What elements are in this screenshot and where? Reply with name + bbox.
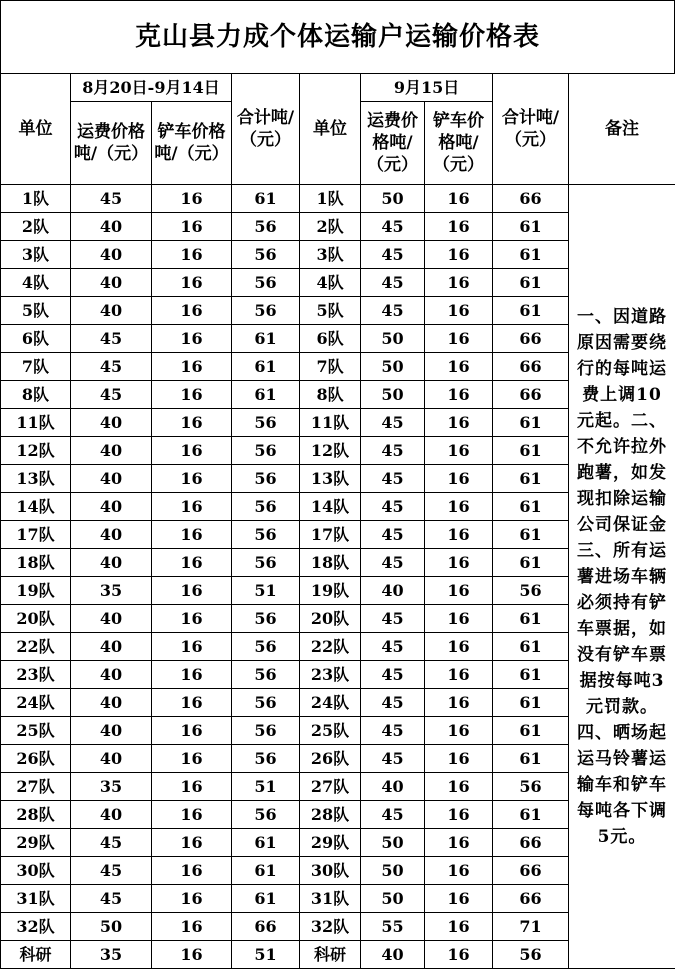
shovel-cell: 16 bbox=[152, 661, 232, 689]
total-cell: 66 bbox=[493, 325, 569, 353]
fee-cell: 45 bbox=[361, 465, 425, 493]
remarks-cell: 一、因道路原因需要绕行的每吨运费上调10元起。二、不允许拉外跑薯，如发现扣除运输公司保证金三、所有运薯进场车辆必须持有铲车票据，如没有铲车票据按每吨3元罚款。四、晒场起运马铃薯运输车和铲车每吨各下调5元。 bbox=[569, 185, 675, 969]
unit-cell: 31队 bbox=[1, 885, 71, 913]
fee-cell: 40 bbox=[71, 689, 152, 717]
fee-cell: 45 bbox=[71, 829, 152, 857]
total-cell: 66 bbox=[493, 885, 569, 913]
unit-cell: 26队 bbox=[1, 745, 71, 773]
total-cell: 61 bbox=[493, 661, 569, 689]
unit-cell: 17队 bbox=[1, 521, 71, 549]
shovel-cell: 16 bbox=[152, 493, 232, 521]
fee-cell: 45 bbox=[71, 325, 152, 353]
shovel-cell: 16 bbox=[152, 185, 232, 213]
unit-cell: 13队 bbox=[1, 465, 71, 493]
shovel-cell: 16 bbox=[152, 577, 232, 605]
shovel-cell: 16 bbox=[152, 269, 232, 297]
total-cell: 66 bbox=[493, 857, 569, 885]
unit-cell: 25队 bbox=[300, 717, 361, 745]
fee-cell: 45 bbox=[361, 213, 425, 241]
page-title: 克山县力成个体运输户运输价格表 bbox=[0, 0, 675, 73]
fee-cell: 50 bbox=[361, 829, 425, 857]
unit-cell: 24队 bbox=[300, 689, 361, 717]
unit-cell: 20队 bbox=[300, 605, 361, 633]
fee-cell: 50 bbox=[361, 885, 425, 913]
unit-cell: 32队 bbox=[1, 913, 71, 941]
price-table bbox=[0, 73, 675, 969]
unit-cell: 28队 bbox=[300, 801, 361, 829]
fee-cell: 40 bbox=[361, 577, 425, 605]
unit-cell: 27队 bbox=[1, 773, 71, 801]
total-cell: 56 bbox=[232, 493, 300, 521]
unit-cell: 5队 bbox=[1, 297, 71, 325]
total-cell: 56 bbox=[232, 549, 300, 577]
total-cell: 61 bbox=[493, 465, 569, 493]
fee-cell: 45 bbox=[361, 493, 425, 521]
shovel-cell: 16 bbox=[425, 605, 493, 633]
shovel-cell: 16 bbox=[425, 745, 493, 773]
unit-cell: 13队 bbox=[300, 465, 361, 493]
fee-cell: 40 bbox=[71, 745, 152, 773]
total-cell: 56 bbox=[232, 297, 300, 325]
shovel-cell: 16 bbox=[152, 717, 232, 745]
fee-cell: 40 bbox=[71, 437, 152, 465]
shovel-cell: 16 bbox=[425, 465, 493, 493]
shovel-cell: 16 bbox=[152, 325, 232, 353]
shovel-cell: 16 bbox=[152, 521, 232, 549]
total-cell: 51 bbox=[232, 773, 300, 801]
unit-cell: 29队 bbox=[1, 829, 71, 857]
fee-cell: 50 bbox=[361, 381, 425, 409]
total-cell: 61 bbox=[493, 493, 569, 521]
total-cell: 66 bbox=[493, 829, 569, 857]
shovel-cell: 16 bbox=[152, 857, 232, 885]
unit-cell: 30队 bbox=[1, 857, 71, 885]
fee2-header: 运费价格吨/（元） bbox=[361, 102, 425, 185]
shovel-cell: 16 bbox=[425, 661, 493, 689]
remarks-header: 备注 bbox=[569, 74, 675, 185]
shovel-cell: 16 bbox=[152, 913, 232, 941]
shovel-cell: 16 bbox=[152, 241, 232, 269]
unit-cell: 3队 bbox=[1, 241, 71, 269]
fee-cell: 40 bbox=[71, 493, 152, 521]
unit-cell: 19队 bbox=[300, 577, 361, 605]
shovel-cell: 16 bbox=[425, 241, 493, 269]
fee-cell: 35 bbox=[71, 577, 152, 605]
unit-cell: 31队 bbox=[300, 885, 361, 913]
total-cell: 56 bbox=[493, 941, 569, 969]
shovel-cell: 16 bbox=[152, 745, 232, 773]
total-cell: 61 bbox=[493, 297, 569, 325]
shovel-cell: 16 bbox=[425, 689, 493, 717]
unit-cell: 4队 bbox=[300, 269, 361, 297]
total-cell: 56 bbox=[232, 717, 300, 745]
fee-cell: 40 bbox=[71, 549, 152, 577]
fee-cell: 40 bbox=[71, 661, 152, 689]
total2-header: 合计吨/（元） bbox=[493, 74, 569, 185]
shovel-cell: 16 bbox=[425, 297, 493, 325]
total-cell: 56 bbox=[232, 689, 300, 717]
shovel-cell: 16 bbox=[152, 437, 232, 465]
unit-cell: 20队 bbox=[1, 605, 71, 633]
unit-cell: 22队 bbox=[1, 633, 71, 661]
shovel-cell: 16 bbox=[425, 521, 493, 549]
unit-cell: 30队 bbox=[300, 857, 361, 885]
shovel-cell: 16 bbox=[425, 829, 493, 857]
shovel-cell: 16 bbox=[425, 213, 493, 241]
shovel-cell: 16 bbox=[152, 773, 232, 801]
total-cell: 61 bbox=[232, 885, 300, 913]
total-cell: 61 bbox=[493, 633, 569, 661]
total-cell: 61 bbox=[232, 381, 300, 409]
fee-cell: 45 bbox=[361, 661, 425, 689]
total-cell: 61 bbox=[493, 605, 569, 633]
unit-cell: 8队 bbox=[1, 381, 71, 409]
unit-cell: 26队 bbox=[300, 745, 361, 773]
total-cell: 61 bbox=[232, 829, 300, 857]
unit-cell: 14队 bbox=[1, 493, 71, 521]
shovel-cell: 16 bbox=[152, 885, 232, 913]
total-cell: 61 bbox=[493, 689, 569, 717]
unit-cell: 28队 bbox=[1, 801, 71, 829]
unit-cell: 科研 bbox=[1, 941, 71, 969]
fee-cell: 35 bbox=[71, 941, 152, 969]
unit-cell: 7队 bbox=[1, 353, 71, 381]
total-cell: 56 bbox=[232, 633, 300, 661]
shovel-cell: 16 bbox=[152, 801, 232, 829]
unit-cell: 7队 bbox=[300, 353, 361, 381]
unit-cell: 23队 bbox=[1, 661, 71, 689]
shovel-cell: 16 bbox=[425, 801, 493, 829]
fee-cell: 40 bbox=[71, 521, 152, 549]
shovel-cell: 16 bbox=[425, 857, 493, 885]
unit-cell: 12队 bbox=[300, 437, 361, 465]
total-cell: 61 bbox=[232, 185, 300, 213]
table-body bbox=[1, 185, 675, 969]
shovel-cell: 16 bbox=[425, 381, 493, 409]
shovel-cell: 16 bbox=[152, 549, 232, 577]
unit-cell: 19队 bbox=[1, 577, 71, 605]
unit-cell: 18队 bbox=[300, 549, 361, 577]
unit-cell: 5队 bbox=[300, 297, 361, 325]
fee-cell: 40 bbox=[71, 717, 152, 745]
unit-cell: 23队 bbox=[300, 661, 361, 689]
fee-cell: 45 bbox=[361, 521, 425, 549]
fee1-header: 运费价格吨/（元） bbox=[71, 102, 152, 185]
total1-header: 合计吨/（元） bbox=[232, 74, 300, 185]
shovel-cell: 16 bbox=[425, 269, 493, 297]
unit-cell: 4队 bbox=[1, 269, 71, 297]
fee-cell: 40 bbox=[71, 269, 152, 297]
total-cell: 56 bbox=[232, 409, 300, 437]
fee-cell: 45 bbox=[361, 409, 425, 437]
unit-cell: 科研 bbox=[300, 941, 361, 969]
shovel-cell: 16 bbox=[152, 213, 232, 241]
shovel-cell: 16 bbox=[152, 465, 232, 493]
total-cell: 61 bbox=[232, 325, 300, 353]
shovel-cell: 16 bbox=[425, 577, 493, 605]
unit-cell: 6队 bbox=[300, 325, 361, 353]
unit-cell: 25队 bbox=[1, 717, 71, 745]
shovel-cell: 16 bbox=[152, 605, 232, 633]
total-cell: 61 bbox=[493, 269, 569, 297]
shovel1-header: 铲车价格吨/（元） bbox=[152, 102, 232, 185]
shovel-cell: 16 bbox=[425, 549, 493, 577]
shovel-cell: 16 bbox=[425, 409, 493, 437]
total-cell: 66 bbox=[493, 185, 569, 213]
unit-cell: 27队 bbox=[300, 773, 361, 801]
shovel-cell: 16 bbox=[425, 633, 493, 661]
fee-cell: 40 bbox=[361, 773, 425, 801]
unit-cell: 12队 bbox=[1, 437, 71, 465]
total-cell: 56 bbox=[232, 213, 300, 241]
total-cell: 61 bbox=[493, 745, 569, 773]
fee-cell: 45 bbox=[361, 689, 425, 717]
fee-cell: 45 bbox=[361, 297, 425, 325]
fee-cell: 45 bbox=[361, 437, 425, 465]
unit-cell: 6队 bbox=[1, 325, 71, 353]
fee-cell: 50 bbox=[361, 325, 425, 353]
fee-cell: 40 bbox=[71, 241, 152, 269]
fee-cell: 45 bbox=[361, 241, 425, 269]
unit-cell: 11队 bbox=[300, 409, 361, 437]
unit-cell: 29队 bbox=[300, 829, 361, 857]
total-cell: 66 bbox=[493, 353, 569, 381]
fee-cell: 40 bbox=[71, 409, 152, 437]
unit-cell: 22队 bbox=[300, 633, 361, 661]
total-cell: 61 bbox=[232, 857, 300, 885]
unit-cell: 2队 bbox=[300, 213, 361, 241]
period1-header: 8月20日-9月14日 bbox=[71, 74, 232, 102]
total-cell: 61 bbox=[493, 521, 569, 549]
total-cell: 61 bbox=[493, 801, 569, 829]
fee-cell: 45 bbox=[361, 269, 425, 297]
fee-cell: 40 bbox=[71, 605, 152, 633]
fee-cell: 50 bbox=[71, 913, 152, 941]
fee-cell: 45 bbox=[361, 717, 425, 745]
shovel-cell: 16 bbox=[152, 633, 232, 661]
total-cell: 56 bbox=[232, 241, 300, 269]
fee-cell: 45 bbox=[71, 185, 152, 213]
shovel-cell: 16 bbox=[152, 689, 232, 717]
fee-cell: 40 bbox=[361, 941, 425, 969]
fee-cell: 40 bbox=[71, 297, 152, 325]
total-cell: 61 bbox=[493, 241, 569, 269]
fee-cell: 40 bbox=[71, 801, 152, 829]
unit-cell: 1队 bbox=[300, 185, 361, 213]
total-cell: 56 bbox=[232, 269, 300, 297]
shovel-cell: 16 bbox=[425, 913, 493, 941]
total-cell: 71 bbox=[493, 913, 569, 941]
fee-cell: 50 bbox=[361, 353, 425, 381]
shovel-cell: 16 bbox=[425, 325, 493, 353]
total-cell: 56 bbox=[232, 437, 300, 465]
shovel-cell: 16 bbox=[425, 941, 493, 969]
fee-cell: 45 bbox=[71, 381, 152, 409]
total-cell: 56 bbox=[493, 773, 569, 801]
total-cell: 51 bbox=[232, 941, 300, 969]
total-cell: 56 bbox=[232, 801, 300, 829]
table-row bbox=[1, 185, 675, 213]
unit-cell: 14队 bbox=[300, 493, 361, 521]
total-cell: 61 bbox=[493, 409, 569, 437]
unit-cell: 3队 bbox=[300, 241, 361, 269]
total-cell: 56 bbox=[493, 577, 569, 605]
fee-cell: 45 bbox=[361, 745, 425, 773]
fee-cell: 40 bbox=[71, 633, 152, 661]
fee-cell: 45 bbox=[361, 549, 425, 577]
total-cell: 51 bbox=[232, 577, 300, 605]
unit-cell: 17队 bbox=[300, 521, 361, 549]
shovel-cell: 16 bbox=[425, 185, 493, 213]
unit-cell: 24队 bbox=[1, 689, 71, 717]
total-cell: 61 bbox=[493, 549, 569, 577]
shovel2-header: 铲车价格吨/（元） bbox=[425, 102, 493, 185]
total-cell: 61 bbox=[493, 437, 569, 465]
total-cell: 56 bbox=[232, 661, 300, 689]
shovel-cell: 16 bbox=[152, 297, 232, 325]
total-cell: 66 bbox=[232, 913, 300, 941]
shovel-cell: 16 bbox=[425, 493, 493, 521]
total-cell: 56 bbox=[232, 465, 300, 493]
shovel-cell: 16 bbox=[425, 717, 493, 745]
unit-cell: 11队 bbox=[1, 409, 71, 437]
unit-cell: 2队 bbox=[1, 213, 71, 241]
unit-cell: 18队 bbox=[1, 549, 71, 577]
fee-cell: 55 bbox=[361, 913, 425, 941]
shovel-cell: 16 bbox=[152, 409, 232, 437]
unit-cell: 8队 bbox=[300, 381, 361, 409]
shovel-cell: 16 bbox=[425, 353, 493, 381]
unit-header-right: 单位 bbox=[300, 74, 361, 185]
shovel-cell: 16 bbox=[425, 773, 493, 801]
fee-cell: 40 bbox=[71, 213, 152, 241]
total-cell: 61 bbox=[493, 717, 569, 745]
fee-cell: 45 bbox=[361, 605, 425, 633]
unit-cell: 1队 bbox=[1, 185, 71, 213]
total-cell: 56 bbox=[232, 745, 300, 773]
fee-cell: 45 bbox=[71, 353, 152, 381]
fee-cell: 50 bbox=[361, 857, 425, 885]
fee-cell: 45 bbox=[71, 857, 152, 885]
fee-cell: 45 bbox=[361, 633, 425, 661]
unit-cell: 32队 bbox=[300, 913, 361, 941]
shovel-cell: 16 bbox=[425, 885, 493, 913]
shovel-cell: 16 bbox=[152, 381, 232, 409]
total-cell: 66 bbox=[493, 381, 569, 409]
fee-cell: 50 bbox=[361, 185, 425, 213]
fee-cell: 35 bbox=[71, 773, 152, 801]
shovel-cell: 16 bbox=[152, 353, 232, 381]
total-cell: 61 bbox=[493, 213, 569, 241]
total-cell: 56 bbox=[232, 605, 300, 633]
period2-header: 9月15日 bbox=[361, 74, 493, 102]
shovel-cell: 16 bbox=[152, 829, 232, 857]
total-cell: 61 bbox=[232, 353, 300, 381]
fee-cell: 45 bbox=[71, 885, 152, 913]
fee-cell: 40 bbox=[71, 465, 152, 493]
fee-cell: 45 bbox=[361, 801, 425, 829]
shovel-cell: 16 bbox=[152, 941, 232, 969]
unit-header-left: 单位 bbox=[1, 74, 71, 185]
total-cell: 56 bbox=[232, 521, 300, 549]
shovel-cell: 16 bbox=[425, 437, 493, 465]
